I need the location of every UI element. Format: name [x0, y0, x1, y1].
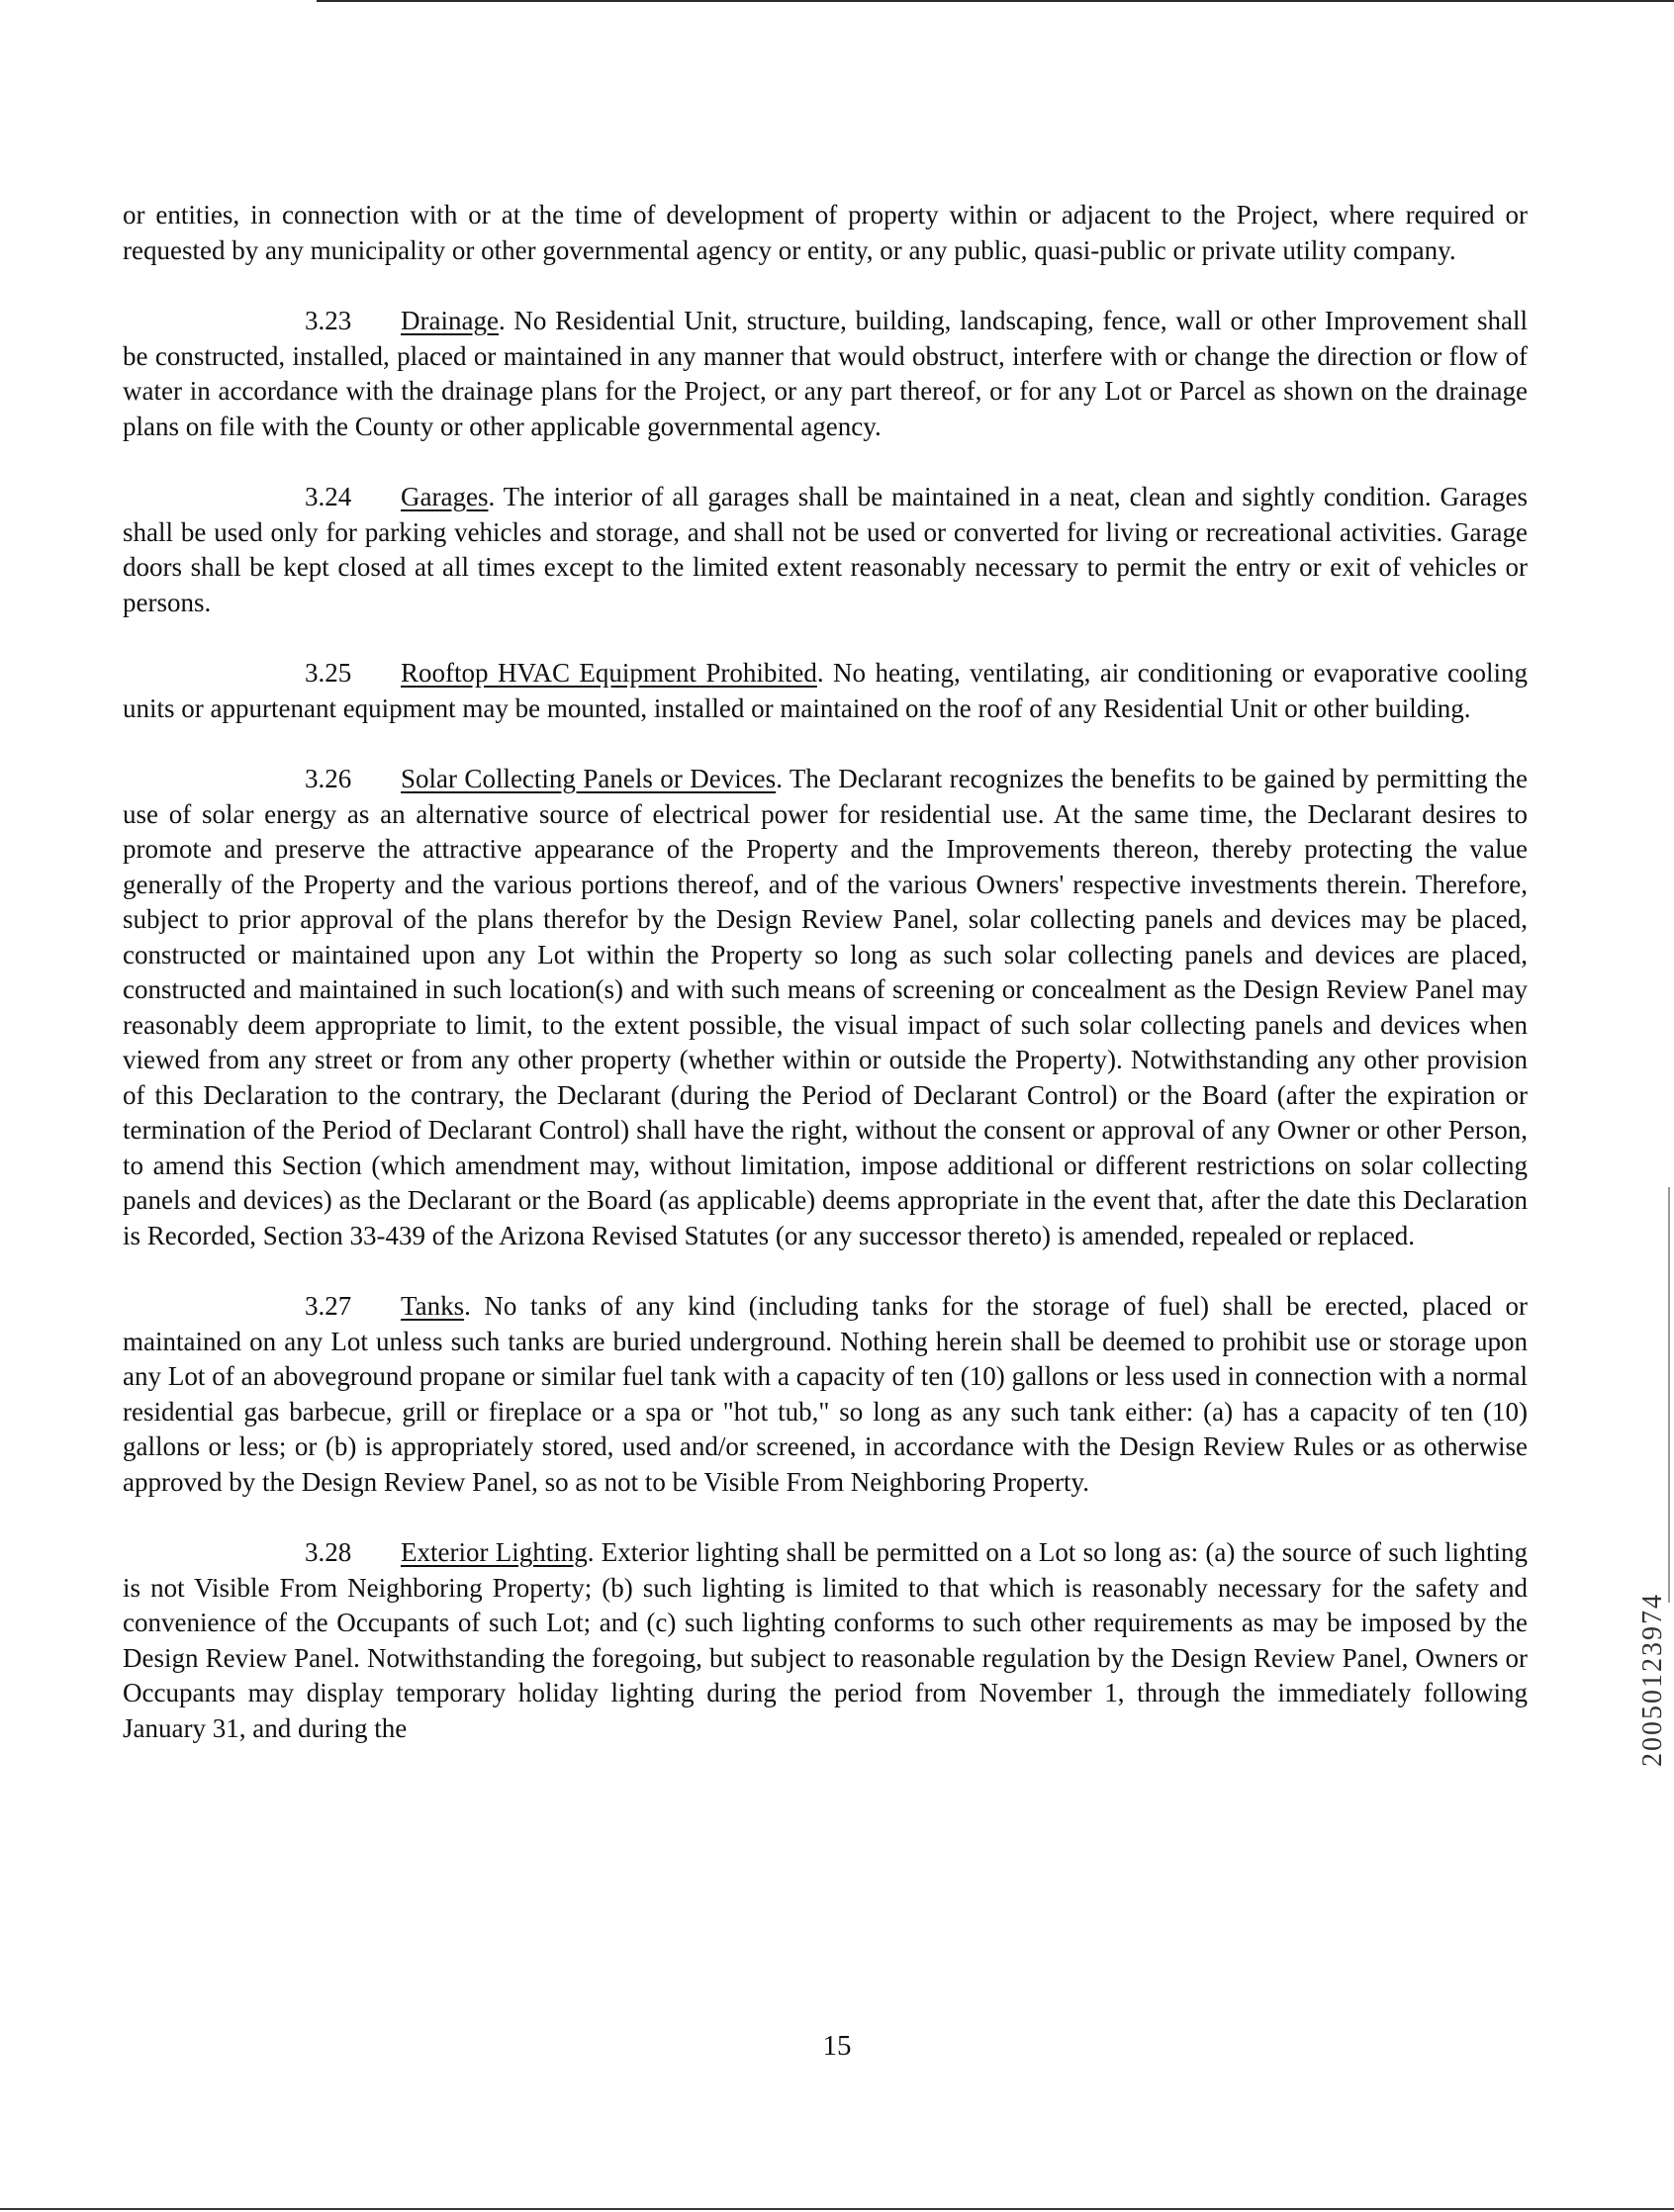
section-3-27 — [123, 1289, 1528, 1500]
section-heading: Drainage — [401, 306, 499, 335]
bottom-rule — [0, 2208, 1674, 2210]
section-number: 3.28 — [305, 1537, 352, 1567]
section-text: . Exterior lighting shall be permitted on a Lot so long as: (a) the source of such lighting is not Visible From Neighboring Property; (b) such lighting is limited to that which is reasonably necessary for the safety and convenience of the Occupants of such Lot; and (c) such lighting conforms to such other requirements as may be imposed by the Design Review Panel. Notwithstanding the foregoing, but subject to reasonable regulation by the Design Review Panel, Owners or Occupants may display temporary holiday lighting during the period from November 1, through the immediately following January 31, and during the — [123, 1537, 1529, 1743]
section-3-25 — [123, 656, 1528, 726]
section-text: . No Residential Unit, structure, building, landscaping, fence, wall or other Improvement shall be constructed, installed, placed or maintained in any manner that would obstruct, interfere with or change the direction or flow of water in accordance with the drainage plans for the Project, or any part thereof, or for any Lot or Parcel as shown on the drainage plans on file with the County or other applicable governmental agency. — [123, 306, 1528, 441]
section-text: . No tanks of any kind (including tanks for the storage of fuel) shall be erected, placed or maintained on any Lot unless such tanks are buried underground. Nothing herein shall be deemed to prohibit use or storage upon any Lot of an aboveground propane or similar fuel tank with a capacity of ten (10) gallons or less used in connection with a normal residential gas barbecue, grill or fireplace or a spa or "hot tub," so long as any such tank either: (a) has a capacity of ten (10) gallons or less; or (b) is appropriately stored, used and/or screened, in accordance with the Design Review Rules or as otherwise approved by the Design Review Panel, so as not to be Visible From Neighboring Property. — [123, 1291, 1528, 1497]
section-3-23 — [123, 304, 1528, 444]
recording-number: 20050123974 — [1637, 1593, 1668, 1767]
section-number: 3.27 — [305, 1291, 352, 1321]
section-number: 3.24 — [305, 482, 352, 511]
section-text: . No heating, ventilating, air conditioning or evaporative cooling units or appurtenant equipment may be mounted, installed or maintained on the roof of any Residential Unit or other building. — [123, 658, 1528, 723]
section-heading: Tanks — [401, 1291, 465, 1321]
section-heading: Exterior Lighting — [401, 1537, 588, 1567]
continuation-paragraph: or entities, in connection with or at the time of development of property within or adjacent to the Project, where required or requested by any municipality or other governmental agency or entity, or any public, quasi-public or private utility company. — [123, 200, 1528, 265]
section-text: . The Declarant recognizes the benefits to be gained by permitting the use of solar energy as an alternative source of electrical power for residential use. At the same time, the Declarant desires to promote and preserve the attractive appearance of the Property and the Improvements thereon, thereby protecting the value generally of the Property and the various portions thereof, and of the various Owners' respective investments therein. Therefore, subject to prior approval of the plans therefor by the Design Review Panel, solar collecting panels and devices may be placed, constructed or maintained upon any Lot within the Property so long as such solar collecting panels and devices are placed, constructed and maintained in such location(s) and with such means of screening or concealment as the Design Review Panel may reasonably deem appropriate to limit, to the extent possible, the visual impact of such solar collecting panels and devices when viewed from any street or from any other property (whether within or outside the Property). Notwithstanding any other provision of this Declaration to the contrary, the Declarant (during the Period of Declarant Control) or the Board (after the expiration or termination of the Period of Declarant Control) shall have the right, without the consent or approval of any Owner or other Person, to amend this Section (which amendment may, without limitation, impose additional or different restrictions on solar collecting panels and devices) as the Declarant or the Board (as applicable) deems appropriate in the event that, after the date this Declaration is Recorded, Section 33-439 of the Arizona Revised Statutes (or any successor thereto) is amended, repealed or replaced. — [123, 764, 1529, 1250]
section-3-26 — [123, 762, 1528, 1253]
section-3-28 — [123, 1535, 1528, 1746]
section-number: 3.26 — [305, 764, 352, 793]
document-body — [123, 198, 1528, 1782]
section-number: 3.23 — [305, 306, 352, 335]
section-heading: Rooftop HVAC Equipment Prohibited — [401, 658, 817, 688]
page-number: 15 — [822, 2030, 852, 2062]
section-heading: Garages — [401, 482, 489, 511]
section-heading: Solar Collecting Panels or Devices — [401, 764, 777, 793]
scan-edge-mark — [1668, 1187, 1670, 1603]
top-rule — [317, 0, 1674, 2]
section-text: . The interior of all garages shall be maintained in a neat, clean and sightly condition. Garages shall be used only for parking vehicles and storage, and shall not be used or converted for living or recreational activities. Garage doors shall be kept closed at all times except to the limited extent reasonably necessary to permit the entry or exit of vehicles or persons. — [123, 482, 1528, 617]
section-number: 3.25 — [305, 658, 352, 688]
section-3-24 — [123, 480, 1528, 620]
